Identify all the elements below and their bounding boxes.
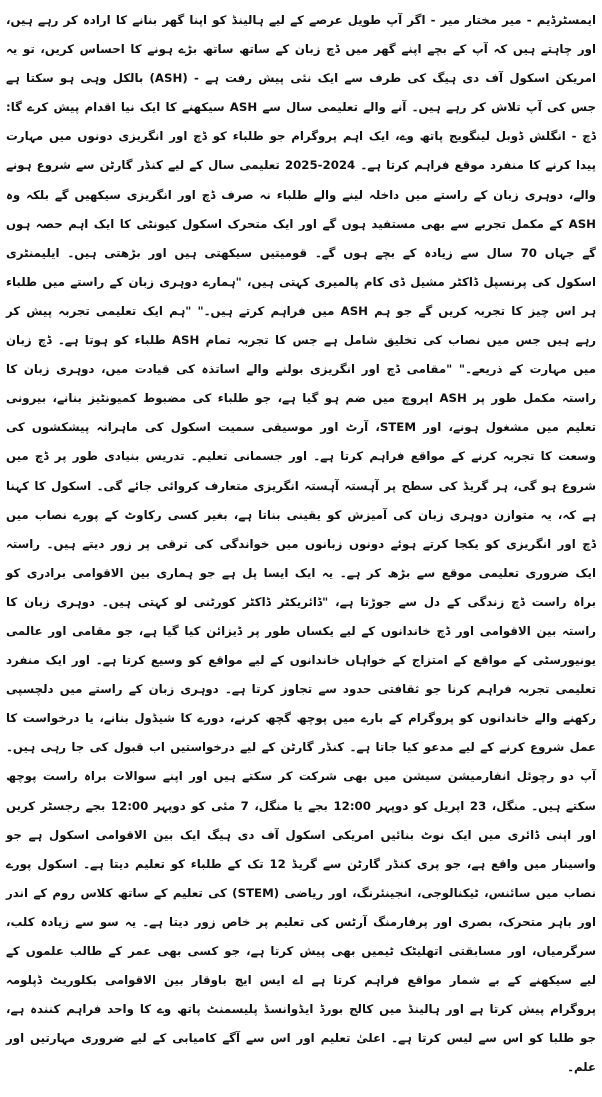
article-body: ایمسٹرڈیم - میر مختار میر - اگر آپ طویل عرصے کے لیے ہالینڈ کو اپنا گھر بنانے کا ارادہ کر رہے ہیں، اور چاہتے ہیں کہ آپ کے بچے اپنے گھر میں ڈچ زبان کے ساتھ ساتھ بڑے ہونے کا احساس کریں، تو یہ امریکن اسکول آف دی ہیگ کی طرف سے ایک نئی پیش رفت ہے - (ASH) بالکل وہی ہو سکتا ہے جس کی آپ تلاش کر رہے ہیں۔ آنے والے تعلیمی سال سے ASH سیکھنے کا ایک نیا اقدام پیش کرے گا: ڈچ - انگلش ڈوبل لینگویج پاتھ وے، ایک اہم پروگرام جو طلباء کو ڈچ اور انگریزی دونوں میں مہارت پیدا کرنے کا منفرد موقع فراہم کرتا ہے۔ 2024-2025 تعلیمی سال کے لیے کنڈر گارٹن سے شروع ہونے والے، دوہری زبان کے راستے میں داخلہ لینے والے طلباء نہ صرف ڈچ اور انگریزی سیکھیں گے بلکہ وہ ASH کے مکمل تجربے سے بھی مستفید ہوں گے اور ایک متحرک اسکول کیونٹی کا ایک اہم حصہ ہوں گے جہاں 70 سال سے زیادہ کے بچے ہوں گے۔ قومیتیں سیکھتی ہیں اور بڑھتی ہیں۔ ایلیمنٹری اسکول کی پرنسپل ڈاکٹر مشیل ڈی کام پالمیری کہتی ہیں، "ہمارے دوہری زبان کے راستے میں طلباء ہر اس چیز کا تجربہ کریں گے جو ہم ASH میں فراہم کرتے ہیں۔" "ہم ایک تعلیمی تجربہ پیش کر رہے ہیں جس میں نصاب کی تخلیق شامل ہے جس کا تجربہ تمام ASH طلباء کو ہوتا ہے۔ ڈچ زبان میں مہارت کے ذریعے۔" "مقامی ڈچ اور انگریزی بولنے والے اساتذہ کی قیادت میں، دوہری زبان کا راستہ مکمل طور پر ASH اپروچ میں ضم ہو گیا ہے، جو طلباء کی مضبوط کمیونٹیز بنانے، بیرونی تعلیم میں مشغول ہونے، اور STEM، آرٹ اور موسیقی سمیت اسکول کی ماہرانہ پیشکشوں کی وسعت کا تجربہ کرنے کے مواقع فراہم کرتا ہے۔ اور جسمانی تعلیم۔ تدریس بنیادی طور پر ڈچ میں شروع ہو گی، ہر گریڈ کی سطح پر آہستہ آہستہ انگریزی متعارف کروائی جائے گی۔ اسکول کا کہنا ہے کہ، یہ متوازن دوہری زبان کی آمیزش کو یقینی بناتا ہے، بغیر کسی رکاوٹ کے پورے نصاب میں ڈچ اور انگریزی کو یکجا کرتے ہوئے دونوں زبانوں میں خواندگی کی ترقی پر زور دیتے ہیں۔ راستہ ایک ضروری تعلیمی موقع سے بڑھ کر ہے۔ یہ ایک ایسا پل ہے جو ہماری بین الاقوامی برادری کو براہ راست ڈچ زندگی کے دل سے جوڑتا ہے، "ڈائریکٹر ڈاکٹر کورٹنی لو کہتی ہیں۔ دوہری زبان کا راستہ بین الاقوامی اور ڈچ خاندانوں کے لیے یکساں طور پر ڈیزائن کیا گیا ہے، جو مقامی اور عالمی یونیورسٹی کے مواقع کے امتزاج کے خواہاں خاندانوں کے لیے مواقع کو وسیع کرتا ہے۔ اور ایک منفرد تعلیمی تجربہ فراہم کرنا جو ثقافتی حدود سے تجاوز کرتا ہے۔ دوہری زبان کے راستے میں دلچسپی رکھنے والے خاندانوں کو پروگرام کے بارے میں پوچھ گچھ کرنے، دورے کا شیڈول بنانے، یا درخواست کا عمل شروع کرنے کے لیے مدعو کیا جاتا ہے۔ کنڈر گارٹن کے لیے درخواستیں اب قبول کی جا رہی ہیں۔ آپ دو رچوئل انفارمیشن سیشن میں بھی شرکت کر سکتے ہیں اور اپنے سوالات براہ راست پوچھ سکتے ہیں۔ منگل، 23 اپریل کو دوپہر 12:00 بجے یا منگل، 7 مئی کو دوپہر 12:00 بجے رجسٹر کریں اور اپنی ڈائری میں ایک نوٹ بنائیں امریکی اسکول آف دی ہیگ ایک بین الاقوامی اسکول ہے جو واسینار میں واقع ہے، جو پری کنڈر گارٹن سے گریڈ 12 تک کے طلباء کو تعلیم دیتا ہے۔ اسکول پورے نصاب میں سائنس، ٹیکنالوجی، انجینئرنگ، اور ریاضی (STEM) کی تعلیم کے ساتھ کلاس روم کے اندر اور باہر متحرک، بصری اور پرفارمنگ آرٹس کی تعلیم پر خاص زور دیتا ہے۔ یہ سو سے زیادہ کلب، سرگرمیاں، اور مسابقتی اتھلیٹک ٹیمیں بھی پیش کرتا ہے، جو کسی بھی عمر کے طالب علموں کے لیے سیکھنے کے بے شمار مواقع فراہم کرتا ہے اے ایس ایچ باوقار بین الاقوامی بکلوریٹ ڈپلومہ پروگرام پیش کرتا ہے اور ہالینڈ میں کالج بورڈ ایڈوانسڈ پلیسمنٹ پاتھ وے کا واحد فراہم کنندہ ہے، جو طلبا کو اس سے لیس کرتا ہے۔ اعلیٰ تعلیم اور اس سے آگے کامیابی کے لیے ضروری مہارتیں اور علم۔: [6, 13, 596, 1075]
